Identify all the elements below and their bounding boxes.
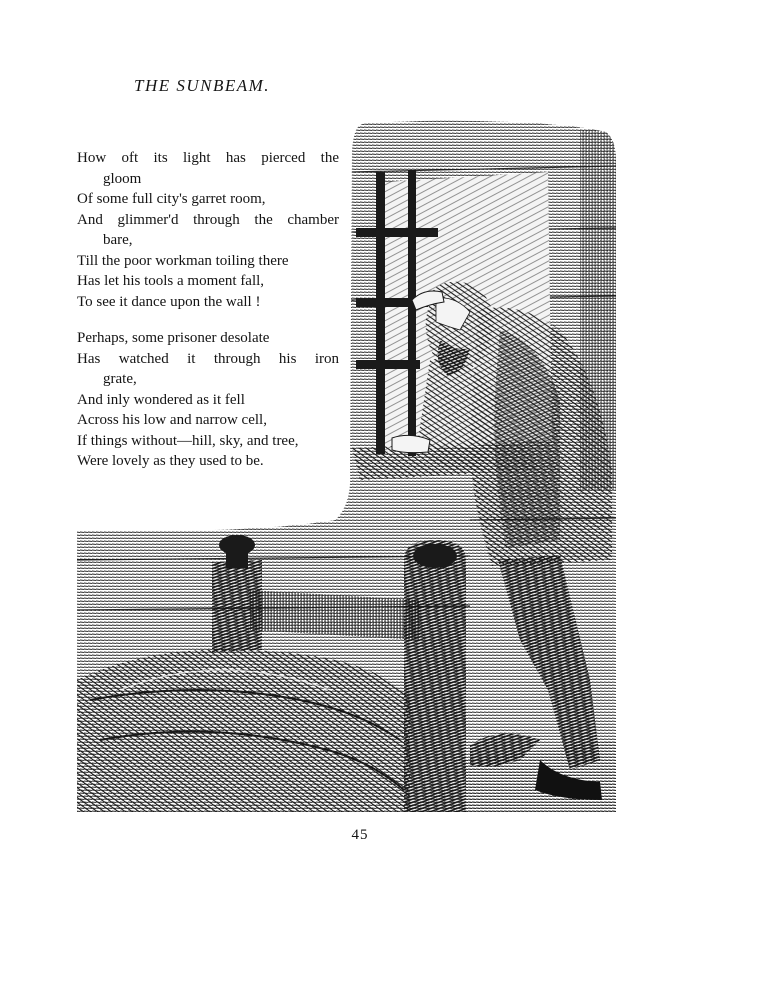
poem-line: Has watched it through his iron xyxy=(77,350,339,367)
poem-line: Of some full city's garret room, xyxy=(77,191,266,207)
poem-line: Across his low and narrow cell, xyxy=(77,412,267,428)
poem-line: And inly wondered as it fell xyxy=(77,391,245,408)
poem-line: gloom xyxy=(103,170,142,187)
poem-line: Perhaps, some prisoner desolate xyxy=(77,330,270,346)
poem-line: How oft its light has pierced the xyxy=(77,150,339,166)
poem-line: Has let his tools a moment fall, xyxy=(77,273,265,289)
poem-line: If things without—hill, sky, and tree, xyxy=(77,432,299,449)
poem-line: Till the poor workman toiling there xyxy=(77,252,289,269)
poem-line: grate, xyxy=(103,371,137,387)
poem-line: Were lovely as they used to be. xyxy=(77,453,264,469)
page-number: 45 xyxy=(351,827,369,843)
poem-line: And glimmer'd through the chamber xyxy=(77,211,339,228)
poem-line: bare, xyxy=(103,232,133,248)
poem-line: To see it dance upon the wall ! xyxy=(77,293,261,310)
running-head: THE SUNBEAM. xyxy=(134,76,271,95)
